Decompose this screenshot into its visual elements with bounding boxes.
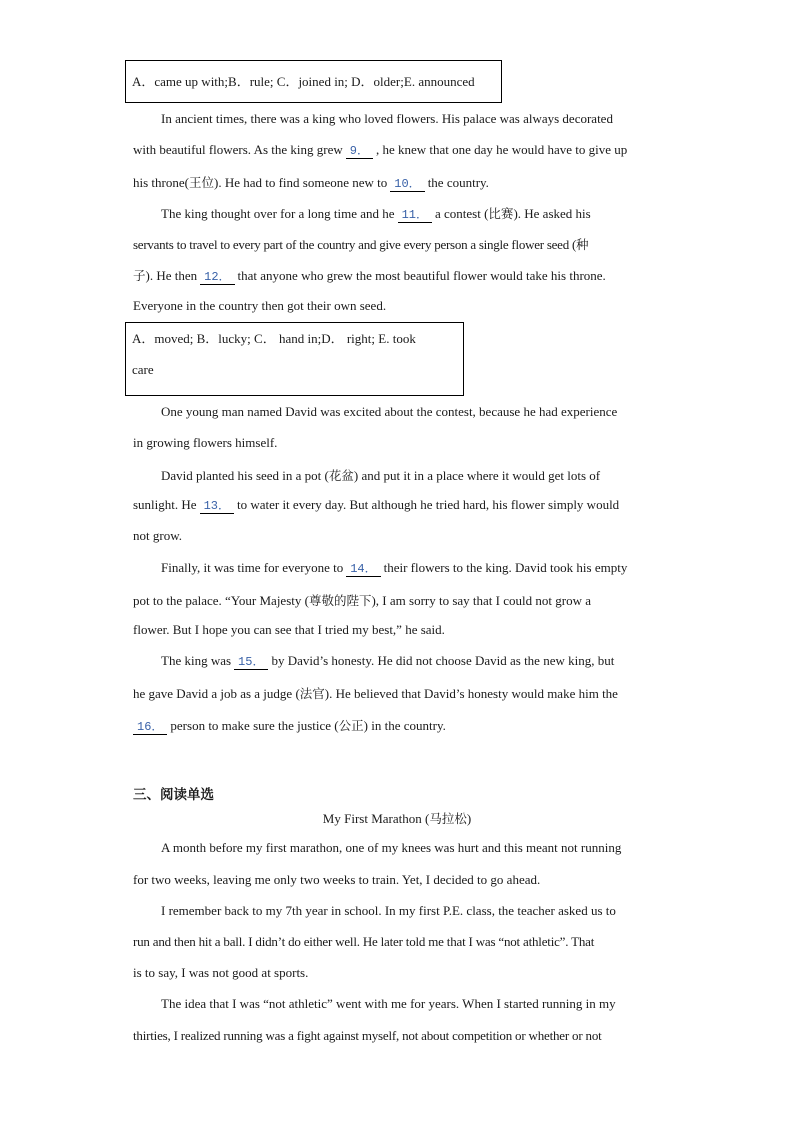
text: Everyone in the country then got their own seed. xyxy=(133,298,387,313)
text: In ancient times, there was a king who loved flowers. His palace was always decorated xyxy=(161,111,613,126)
text: in growing flowers himself. xyxy=(133,435,278,450)
text: The king thought over for a long time and he xyxy=(161,206,395,221)
text: , he knew that one day he would have to give up xyxy=(375,142,628,157)
chinese-gloss: 子 xyxy=(133,268,146,283)
passage-line xyxy=(133,684,663,702)
answer-blank-13[interactable]: 13． xyxy=(200,499,234,514)
text: with beautiful flowers. As the king grew xyxy=(133,142,343,157)
text: ) xyxy=(466,811,472,826)
text: not grow. xyxy=(133,528,182,543)
passage-line xyxy=(133,622,663,638)
passage-line xyxy=(133,716,663,735)
text: he gave David a job as a judge ( xyxy=(133,686,300,701)
text: ), I am sorry to say that I could not grow a xyxy=(371,593,591,608)
text: servants to travel to every part of the country and give every person a single flower seed ( xyxy=(133,237,577,252)
text: to water it every day. But although he tried hard, his flower simply would xyxy=(236,497,620,512)
text: ). He then xyxy=(145,268,198,283)
passage-line xyxy=(161,996,691,1012)
passage-title xyxy=(0,809,794,827)
text: that anyone who grew the most beautiful flower would take his throne. xyxy=(237,268,606,283)
text: The king was xyxy=(161,653,232,668)
text: Finally, it was time for everyone to xyxy=(161,560,344,575)
passage-line xyxy=(161,653,691,670)
passage-line xyxy=(133,1028,663,1044)
passage-line xyxy=(161,466,691,484)
passage-line xyxy=(133,266,663,285)
passage-line xyxy=(133,497,663,514)
passage-line xyxy=(133,934,663,950)
answer-blank-14[interactable]: 14． xyxy=(346,562,380,577)
text: I remember back to my 7th year in school. In my first P.E. class, the teacher asked us to xyxy=(161,903,616,918)
text: the country. xyxy=(427,175,489,190)
chinese-gloss: 王位 xyxy=(188,175,214,190)
chinese-gloss: 种 xyxy=(576,237,589,252)
text: is to say, I was not good at sports. xyxy=(133,965,309,980)
text: The idea that I was “not athletic” went with me for years. When I started running in my xyxy=(161,996,616,1011)
passage-line xyxy=(133,173,663,192)
passage-line xyxy=(161,903,691,919)
options-box-2-line1: A．moved; B．lucky; C． hand in;D． right; E. took xyxy=(132,331,416,346)
text: his throne( xyxy=(133,175,189,190)
answer-blank-11[interactable]: 11． xyxy=(398,208,432,223)
passage-line xyxy=(133,235,663,253)
text: pot to the palace. “Your Majesty ( xyxy=(133,593,309,608)
passage-line xyxy=(133,298,663,314)
passage-line xyxy=(133,142,663,159)
text: ) and put it in a place where it would get lots of xyxy=(353,468,601,483)
text: thirties, I realized running was a fight against myself, not about competition or whether or not xyxy=(133,1028,602,1043)
text: run and then hit a ball. I didn’t do either well. He later told me that I was “not athletic”. That xyxy=(133,934,595,949)
text: One young man named David was excited about the contest, because he had experience xyxy=(161,404,618,419)
text: by David’s honesty. He did not choose David as the new king, but xyxy=(271,653,615,668)
text: David planted his seed in a pot ( xyxy=(161,468,329,483)
passage-line xyxy=(161,404,691,420)
section-heading: 三、阅读单选 xyxy=(133,787,214,803)
text: for two weeks, leaving me only two weeks to train. Yet, I decided to go ahead. xyxy=(133,872,541,887)
answer-blank-10[interactable]: 10． xyxy=(390,177,424,192)
passage-line xyxy=(133,872,663,888)
passage-line xyxy=(133,965,663,981)
chinese-gloss: 花盆 xyxy=(328,468,354,483)
text: My First Marathon ( xyxy=(322,811,430,826)
passage-line xyxy=(133,435,663,451)
passage-line xyxy=(133,528,663,544)
passage-line xyxy=(161,560,691,577)
chinese-gloss: 尊敬的陛下 xyxy=(308,593,372,608)
text: flower. But I hope you can see that I tried my best,” he said. xyxy=(133,622,445,637)
options-box-1 xyxy=(125,60,502,103)
text: sunlight. He xyxy=(133,497,197,512)
text: ) in the country. xyxy=(363,718,446,733)
answer-blank-15[interactable]: 15． xyxy=(234,655,268,670)
answer-blank-16[interactable]: 16． xyxy=(133,720,167,735)
answer-blank-12[interactable]: 12． xyxy=(200,270,234,285)
options-box-2 xyxy=(125,322,464,396)
text: a contest ( xyxy=(435,206,489,221)
passage-line xyxy=(161,111,691,127)
chinese-gloss: 法官 xyxy=(299,686,325,701)
text: ). He had to find someone new to xyxy=(213,175,388,190)
options-box-1-text: A．came up with;B．rule; C．joined in; D．older;E. announced xyxy=(132,74,475,89)
chinese-gloss: 公正 xyxy=(338,718,364,733)
text: ). He believed that David’s honesty would make him the xyxy=(324,686,618,701)
chinese-gloss: 比赛 xyxy=(488,206,514,221)
passage-line xyxy=(161,840,691,856)
passage-line xyxy=(161,204,691,223)
chinese-gloss: 马拉松 xyxy=(429,811,467,826)
text: A month before my first marathon, one of my knees was hurt and this meant not running xyxy=(161,840,622,855)
options-box-2-line2: care xyxy=(132,362,154,377)
answer-blank-9[interactable]: 9． xyxy=(346,144,373,159)
text: ). He asked his xyxy=(513,206,591,221)
passage-line xyxy=(133,591,663,609)
text: their flowers to the king. David took his empty xyxy=(383,560,628,575)
text: person to make sure the justice ( xyxy=(170,718,339,733)
